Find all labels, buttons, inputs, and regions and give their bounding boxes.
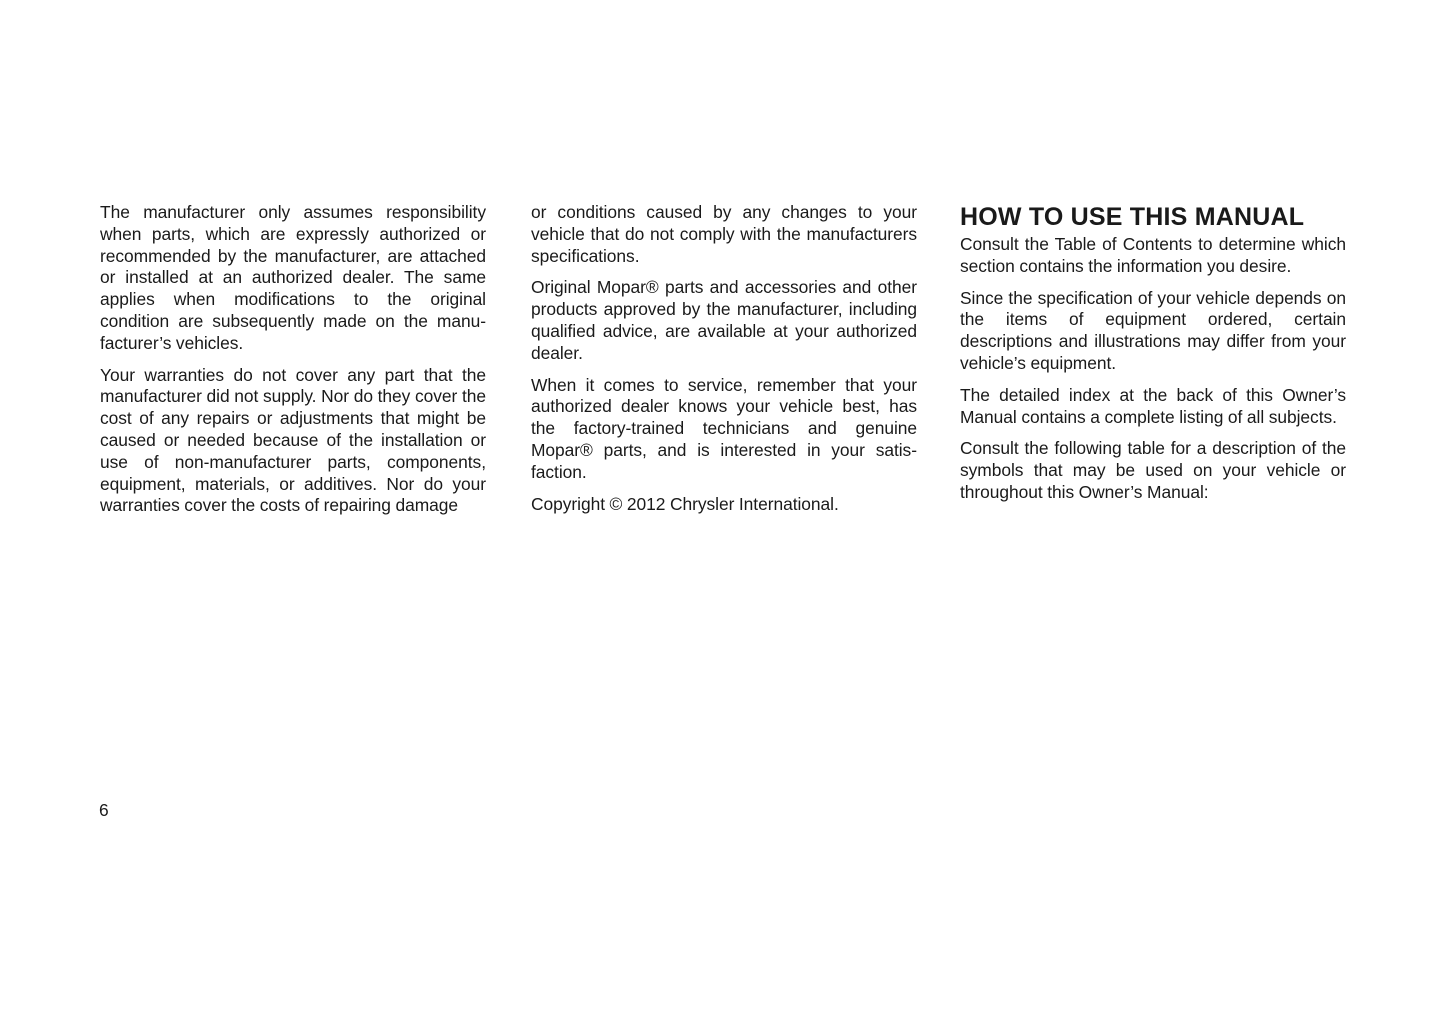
paragraph-table-of-contents: Consult the Table of Contents to determine which section contains the information you desire. xyxy=(960,234,1346,276)
paragraph-original-mopar-parts: Original Mopar® parts and accessories and other products approved by the manufacturer, including qualified advice, are available at your authorized dealer. xyxy=(531,277,917,363)
paragraph-detailed-index: The detailed index at the back of this Owner’s Manual contains a complete listing of all subjects. xyxy=(960,384,1346,427)
text-column-right xyxy=(960,202,1346,514)
page-number: 6 xyxy=(99,800,109,820)
text-column-left xyxy=(100,202,486,527)
text-column-middle xyxy=(531,202,917,525)
paragraph-manufacturer-responsibility: The manufacturer only assumes responsibility when parts, which are expressly authorized or recommended by the manufacturer, are attached or installed at an authorized dealer. The same applies when modifications to the original condition are subsequently made on the manufacturer’s vehicles. xyxy=(100,202,486,353)
paragraph-service-dealer: When it comes to service, remember that your authorized dealer knows your vehicle best, has the factory-trained technicians and genuine Mopar® parts, and is interested in your satisfaction. xyxy=(531,374,917,482)
paragraph-conditions-changes: or conditions caused by any changes to your vehicle that do not comply with the manufacturers specifications. xyxy=(531,202,917,266)
paragraph-symbols-table: Consult the following table for a description of the symbols that may be used on your vehicle or throughout this Owner’s Manual: xyxy=(960,438,1346,502)
paragraph-warranties-coverage: Your warranties do not cover any part that the manufacturer did not supply. Nor do they cover the cost of any repairs or adjustments that might be caused or needed because of the installation or use of non-manufacturer parts, components, equipment, materials, or additives. Nor do your warranties cover the costs of repairing damage xyxy=(100,364,486,516)
paragraph-copyright: Copyright © 2012 Chrysler International. xyxy=(531,493,839,514)
paragraph-specification-depends: Since the specification of your vehicle depends on the items of equipment ordered, certain descriptions and illustrations may differ from your vehicle’s equipment. xyxy=(960,287,1346,373)
section-heading-how-to-use: HOW TO USE THIS MANUAL xyxy=(960,203,1305,231)
